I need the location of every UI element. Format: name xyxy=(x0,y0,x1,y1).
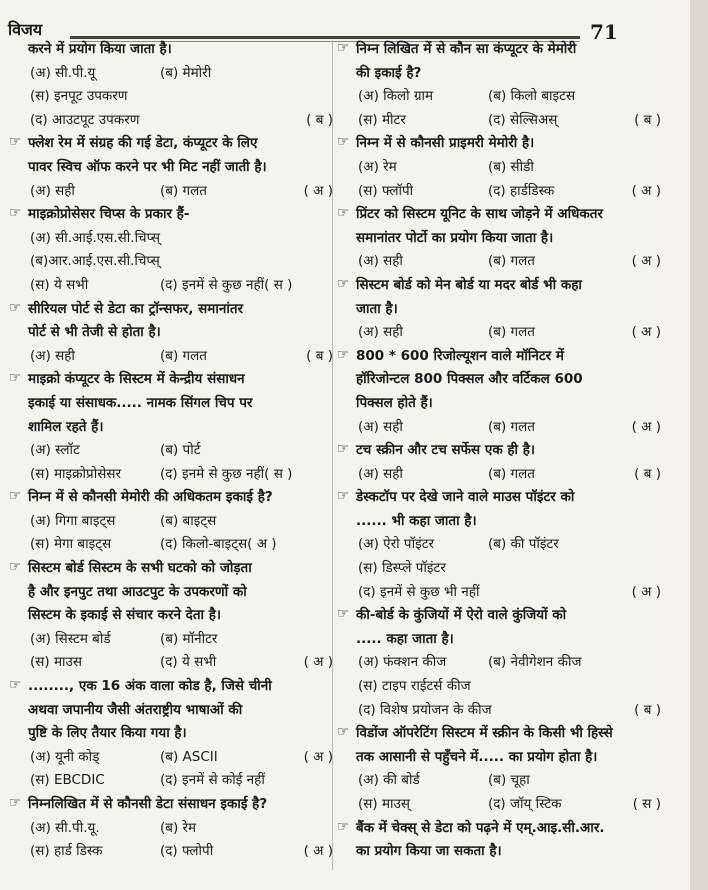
option-text: (स) इनपूट उपकरण xyxy=(30,88,128,105)
option-a: (स) फ्लॉपी xyxy=(358,182,414,199)
page-edge xyxy=(690,0,708,890)
option-a: (स) माउस् xyxy=(358,796,411,812)
options-line xyxy=(356,793,661,817)
option-b: (ब) पोर्ट xyxy=(160,442,201,459)
option-text: (द) इनमें से कुछ भी नहीं xyxy=(358,583,480,600)
option-text: (स) टाइप राईटर्स कीज xyxy=(358,678,471,695)
pointing-hand-icon: ☞ xyxy=(336,205,350,222)
pointing-hand-icon: ☞ xyxy=(336,488,350,505)
answer-key: ( स ) xyxy=(632,796,661,812)
question-line xyxy=(336,486,661,510)
option-b: (ब) गलत xyxy=(160,347,207,364)
option-a: (स) EBCDIC xyxy=(30,772,105,789)
answer-key: ( अ ) xyxy=(303,654,333,671)
options-line xyxy=(28,180,333,204)
option-a: (अ) ऐरो पॉइंटर xyxy=(358,536,435,553)
option-b: (ब) गलत xyxy=(160,182,207,199)
option-a: (अ) सही xyxy=(358,324,403,341)
question-line xyxy=(336,817,661,841)
option-line xyxy=(28,250,333,274)
pointing-hand-icon: ☞ xyxy=(336,818,350,835)
option-b: (ब) गलत xyxy=(488,465,535,482)
option-a: (स) माउस xyxy=(30,654,83,671)
option-line xyxy=(356,675,661,699)
question-text: ........, एक 16 अंक वाला कोड है, जिसे चीनी xyxy=(28,678,272,695)
pointing-hand-icon: ☞ xyxy=(336,40,350,56)
options-line xyxy=(28,769,333,793)
option-b: (ब) बाइट्स xyxy=(160,512,217,529)
pointing-hand-icon: ☞ xyxy=(8,677,22,694)
option-b: (ब) चूहा xyxy=(488,772,530,789)
question-line xyxy=(8,793,333,817)
options-line xyxy=(28,840,333,864)
question-continuation: पावर स्विच ऑफ करने पर भी मिट नहीं जाती है। xyxy=(28,158,267,175)
question-continuation: इकाई या संसाधक..... नामक सिंगल चिप पर xyxy=(28,394,253,411)
question-text: डेस्कटॉप पर देखे जाने वाले माउस पॉइंटर को xyxy=(356,489,575,506)
question-continuation: ...... भी कहा जाता है। xyxy=(356,512,477,529)
options-line xyxy=(28,274,333,298)
question-line xyxy=(336,132,661,156)
question-continuation: पिक्सल होते हैं। xyxy=(356,394,433,411)
option-a: (अ) गिगा बाइट्स xyxy=(30,512,116,529)
options-line xyxy=(356,416,661,440)
options-line xyxy=(356,250,661,274)
page-number: 71 xyxy=(590,20,618,44)
option-b: (ब) नेवीगेशन कीज xyxy=(488,654,582,671)
answer-key: ( ब ) xyxy=(634,465,661,482)
option-b: (ब) रेम xyxy=(160,819,197,836)
options-line xyxy=(28,510,333,534)
question-continuation: करने में प्रयोग किया जाता है। xyxy=(28,41,172,57)
question-continuation: पुष्टि के लिए तैयार किया गया है। xyxy=(28,725,187,742)
question-line xyxy=(336,722,661,746)
question-continuation: पोर्ट से भी तेजी से होता है। xyxy=(28,324,161,341)
option-a: (अ) स्लॉट xyxy=(30,442,80,459)
option-text: (स) डिस्प्ले पॉइंटर xyxy=(358,560,446,577)
answer-key: ( ब ) xyxy=(634,111,661,128)
question-line xyxy=(8,675,333,699)
option-text: (द) विशेष प्रयोजन के कीज xyxy=(358,701,492,718)
question-text: फ्लेश रेम में संग्रह की गई डेटा, कंप्यूटर के लिए xyxy=(28,135,258,152)
option-text: (द) आउटपूट उपकरण xyxy=(30,111,140,128)
option-a: (स) मीटर xyxy=(358,111,406,128)
option-b: (द) किलो-बाइट्स( अ ) xyxy=(160,536,277,553)
pointing-hand-icon: ☞ xyxy=(8,205,22,222)
answer-key: ( अ ) xyxy=(303,843,333,860)
pointing-hand-icon: ☞ xyxy=(336,275,350,292)
question-line xyxy=(336,439,661,463)
option-a: (स) ये सभी xyxy=(30,276,89,293)
options-line xyxy=(28,62,333,86)
question-text: निम्न में से कौनसी प्राइमरी मेमोरी है। xyxy=(356,135,535,152)
answer-key: ( अ ) xyxy=(303,748,333,765)
pointing-hand-icon: ☞ xyxy=(336,134,350,151)
options-line xyxy=(28,628,333,652)
options-line xyxy=(28,651,333,675)
question-line xyxy=(336,203,661,227)
option-b: (द) इनमें से कोई नहीं xyxy=(160,772,265,789)
options-line xyxy=(356,321,661,345)
option-a: (अ) सी.पी.यू. xyxy=(30,819,100,836)
question-text: निम्नलिखित में से कौनसी डेटा संसाधन इकाई है? xyxy=(28,796,268,812)
question-text: सिस्टम बोर्ड को मेन बोर्ड या मदर बोर्ड भी कहा xyxy=(356,276,582,293)
pointing-hand-icon: ☞ xyxy=(8,299,22,316)
option-a: (अ) रेम xyxy=(358,158,397,175)
option-a: (अ) सही xyxy=(358,465,403,482)
question-text: टच स्क्रीन और टच सर्फेस एक ही है। xyxy=(356,442,536,459)
option-a: (अ) सही xyxy=(358,418,403,435)
pointing-hand-icon: ☞ xyxy=(8,488,22,505)
option-b: (द) हार्डडिस्क xyxy=(488,182,555,199)
option-line xyxy=(356,699,661,723)
question-continuation: जाता है। xyxy=(356,300,398,317)
option-b: (ब) गलत xyxy=(488,324,535,341)
option-a: (अ) किलो ग्राम xyxy=(358,88,434,105)
option-b: (ब) की पॉइंटर xyxy=(488,536,559,553)
answer-key: ( अ ) xyxy=(631,253,661,270)
question-line xyxy=(336,274,661,298)
question-text: प्रिंटर को सिस्टम यूनिट के साथ जोड़ने में अधिकतर xyxy=(356,206,603,223)
answer-key: ( अ ) xyxy=(631,324,661,341)
option-line xyxy=(28,227,333,251)
question-text: निम्न में से कौनसी मेमोरी की अधिकतम इकाई है? xyxy=(28,489,273,506)
option-b: (ब) मेमोरी xyxy=(160,64,212,81)
option-text: (ब)आर.आई.एस.सी.चिप्स् xyxy=(30,253,160,270)
pointing-hand-icon: ☞ xyxy=(336,606,350,623)
question-text: निम्न लिखित में से कौन सा कंप्यूटर के मेमोरी xyxy=(356,41,577,57)
pointing-hand-icon: ☞ xyxy=(8,795,22,811)
option-line xyxy=(356,581,661,605)
answer-key: ( ब ) xyxy=(306,111,333,128)
option-a: (अ) सही xyxy=(30,347,75,364)
option-a: (अ) सही xyxy=(358,253,403,270)
answer-key: ( अ ) xyxy=(631,418,661,435)
question-line xyxy=(8,368,333,392)
question-line xyxy=(8,132,333,156)
options-line xyxy=(28,463,333,487)
left-column xyxy=(8,38,333,864)
options-line xyxy=(28,533,333,557)
question-continuation: अथवा जपानीय जैसी अंतराष्ट्रीय भाषाओं की xyxy=(28,701,243,718)
option-b: (ब) गलत xyxy=(488,253,535,270)
option-b: (द) सेल्सिअस् xyxy=(488,111,558,128)
answer-key: ( अ ) xyxy=(631,182,661,199)
pointing-hand-icon: ☞ xyxy=(8,370,22,387)
option-b: (ब) ASCII xyxy=(160,748,218,765)
pointing-hand-icon: ☞ xyxy=(8,134,22,151)
question-text: माइक्रोप्रोसेसर चिप्स के प्रकार हैं- xyxy=(28,206,190,223)
option-a: (स) माइक्रोप्रोसेसर xyxy=(30,465,121,482)
option-b: (द) ये सभी xyxy=(160,654,217,671)
options-line xyxy=(356,109,661,133)
option-b: (ब) मॉनीटर xyxy=(160,630,218,647)
option-a: (अ) की बोर्ड xyxy=(358,772,420,789)
question-text: बैंक में चेक्स् से डेटा को पढ़ने में एम्.आइ.सी.आर. xyxy=(356,819,605,836)
option-a: (अ) फंक्शन कीज xyxy=(358,654,447,671)
question-continuation: है और इनपुट तथा आउटपुट के उपकरणों को xyxy=(28,583,247,600)
answer-key: ( ब ) xyxy=(634,701,661,718)
option-text: (अ) सी.आई.एस.सी.चिप्स् xyxy=(30,229,160,246)
option-a: (स) हार्ड डिस्क xyxy=(30,843,103,860)
pointing-hand-icon: ☞ xyxy=(336,441,350,458)
options-line xyxy=(356,85,661,109)
question-text: की-बोर्ड के कुंजियों में ऐरो वाले कुंजियों को xyxy=(356,607,567,624)
option-b: (द) फ्लोपी xyxy=(160,843,214,860)
header-title: विजय xyxy=(8,20,43,39)
answer-key: ( ब ) xyxy=(306,347,333,364)
question-line xyxy=(336,604,661,628)
right-column xyxy=(336,38,661,864)
option-a: (अ) सिस्टम बोर्ड xyxy=(30,630,111,647)
question-text: सीरियल पोर्ट से डेटा का ट्रॉन्सफर, समानांतर xyxy=(28,300,244,317)
question-text: माइक्रो कंप्यूटर के सिस्टम में केन्द्रीय संसाधन xyxy=(28,371,245,388)
options-line xyxy=(356,156,661,180)
question-text: विडोंज ऑपरेटिंग सिस्टम में स्क्रीन के किसी भी हिस्से xyxy=(356,725,613,742)
option-b: (द) इनमे से कुछ नहीं( स ) xyxy=(160,465,293,482)
option-a: (अ) यूनी कोड् xyxy=(30,748,100,765)
pointing-hand-icon: ☞ xyxy=(8,559,22,576)
option-line xyxy=(28,85,333,109)
question-continuation: समानांतर पोर्टो का प्रयोग किया जाता है। xyxy=(356,229,554,246)
options-line xyxy=(356,180,661,204)
options-line xyxy=(356,533,661,557)
question-text: सिस्टम बोर्ड सिस्टम के सभी घटको को जोड़ता xyxy=(28,560,252,577)
options-line xyxy=(28,345,333,369)
pointing-hand-icon: ☞ xyxy=(336,346,350,363)
option-a: (अ) सी.पी.यू xyxy=(30,64,96,81)
options-line xyxy=(28,746,333,770)
pointing-hand-icon: ☞ xyxy=(336,724,350,741)
question-line xyxy=(8,298,333,322)
answer-key: ( अ ) xyxy=(631,583,661,600)
option-a: (अ) सही xyxy=(30,182,75,199)
options-line xyxy=(28,439,333,463)
question-continuation: हॉरिजोन्टल 800 पिक्सल और वर्टिकल 600 xyxy=(356,371,583,388)
question-line xyxy=(336,38,661,62)
option-b: (ब) किलो बाइटस xyxy=(488,88,576,105)
question-line xyxy=(8,203,333,227)
option-a: (स) मेगा बाइट्स xyxy=(30,536,112,553)
question-text: 800 * 600 रिजोल्यूशन वाले मॉनिटर में xyxy=(356,347,564,364)
question-line xyxy=(8,486,333,510)
question-continuation: का प्रयोग किया जा सकता है। xyxy=(356,843,502,860)
options-line xyxy=(356,463,661,487)
question-continuation: की इकाई है? xyxy=(356,64,422,81)
option-b: (ब) गलत xyxy=(488,418,535,435)
question-continuation: तक आसानी से पहुँचने में..... का प्रयोग होता है। xyxy=(356,748,598,765)
question-line xyxy=(336,345,661,369)
option-line xyxy=(356,557,661,581)
question-continuation: ..... कहा जाता है। xyxy=(356,630,454,647)
question-continuation: शामिल रहते हैं। xyxy=(28,418,104,435)
answer-key: ( अ ) xyxy=(303,182,333,199)
option-b: (द) जॉय् स्टिक xyxy=(488,796,562,812)
option-b: (द) इनमें से कुछ नहीं( स ) xyxy=(160,276,293,293)
option-line xyxy=(28,109,333,133)
page-header xyxy=(0,8,708,44)
question-continuation: सिस्टम के इकाई से संचार करने देता है। xyxy=(28,607,222,624)
options-line xyxy=(28,817,333,841)
question-line xyxy=(8,557,333,581)
options-line xyxy=(356,769,661,793)
options-line xyxy=(356,651,661,675)
option-b: (ब) सीडी xyxy=(488,158,534,175)
